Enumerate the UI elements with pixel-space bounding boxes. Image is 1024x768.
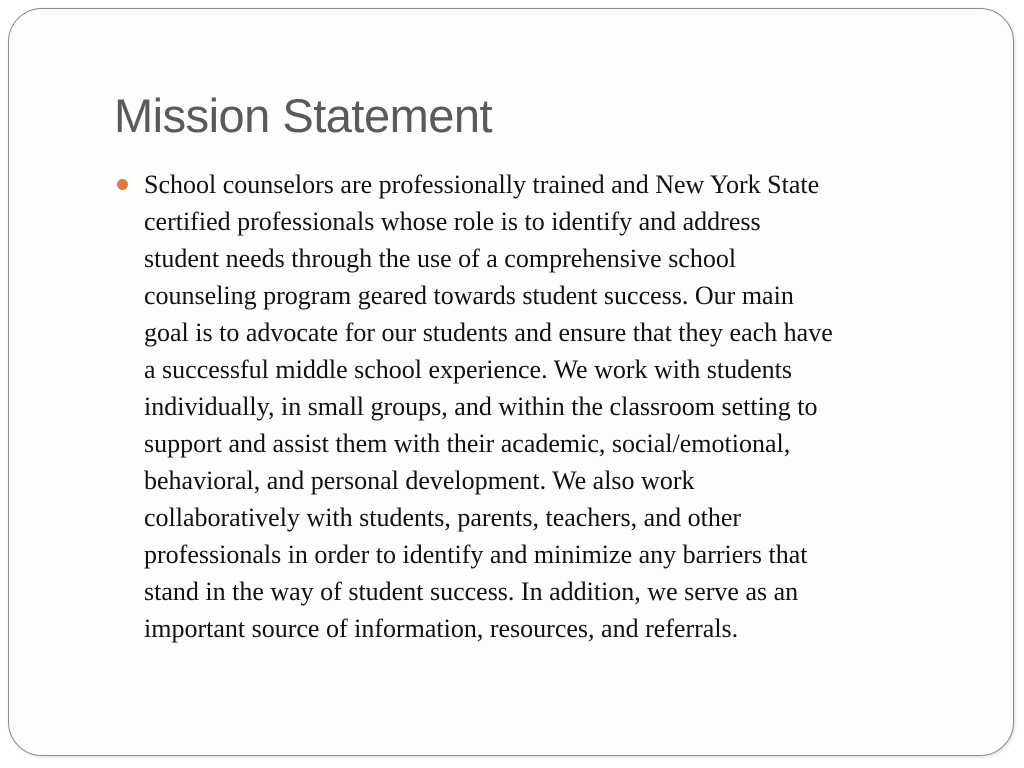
slide-title: Mission Statement xyxy=(114,89,493,142)
bullet-list xyxy=(112,166,960,647)
mission-statement-text: School counselors are professionally trained and New York State certified professionals whose role is to identify and address student needs through the use of a comprehensive school counseling program geared towards student success. Our main goal is to advocate for our students and ensure that they each have a successful middle school experience. We work with students individually, in small groups, and within the classroom setting to support and assist them with their academic, social/emotional, behavioral, and personal development. We also work collaboratively with students, parents, teachers, and other professionals in order to identify and minimize any barriers that stand in the way of student success. In addition, we serve as an important source of information, resources, and referrals. xyxy=(144,170,833,643)
bullet-dot-icon xyxy=(117,179,128,190)
bullet-item xyxy=(112,166,960,647)
